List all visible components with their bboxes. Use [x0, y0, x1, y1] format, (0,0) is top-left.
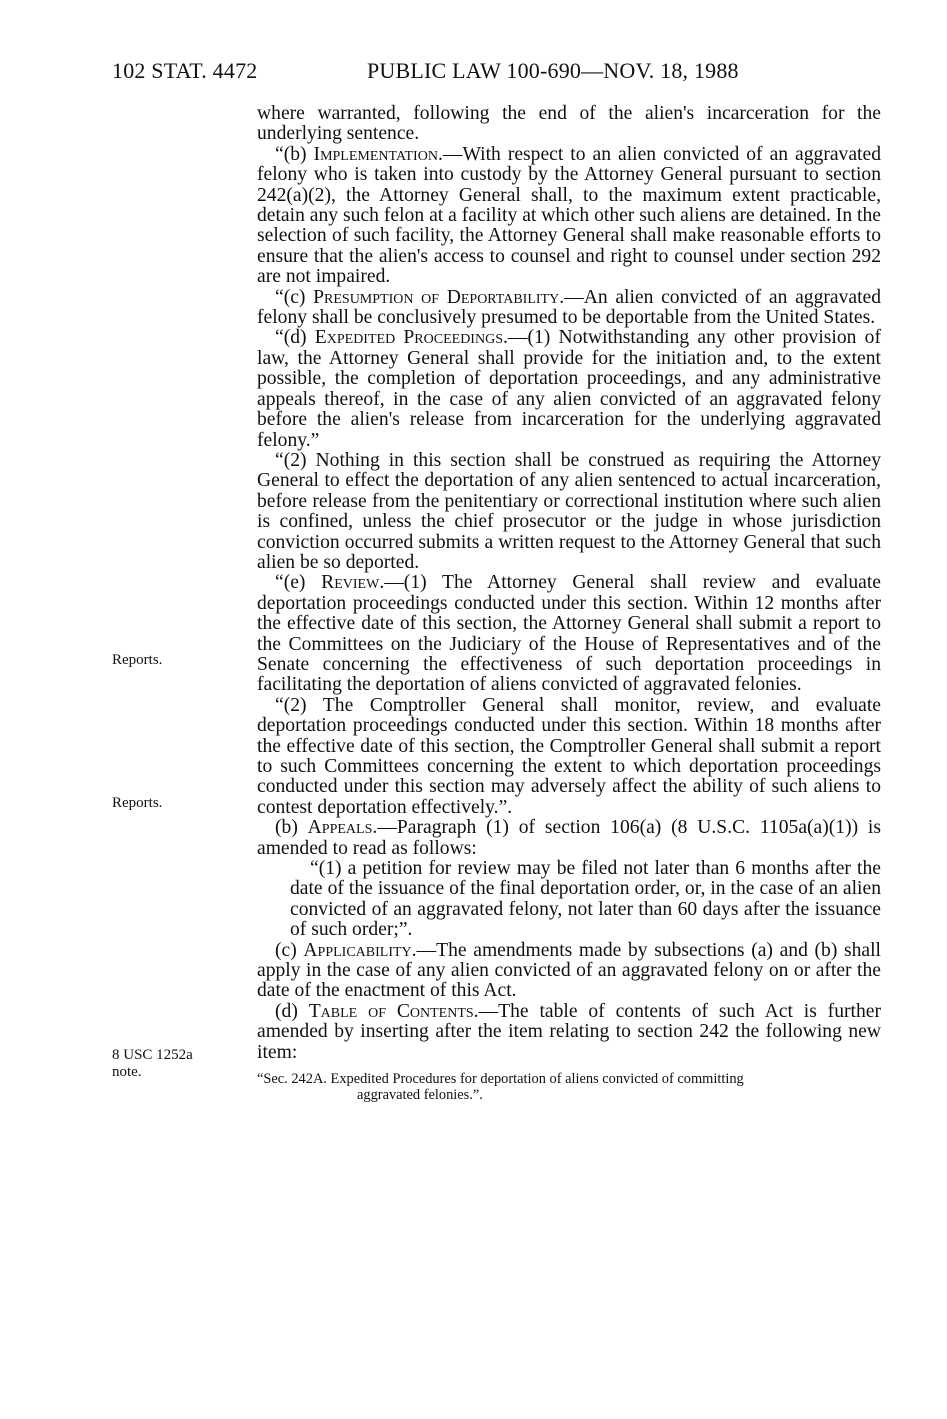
para-open: (b) — [275, 817, 308, 839]
section-heading: Implementation — [313, 143, 438, 165]
para-text: .—The table of contents of such Act is further amended by inserting after the item relating to section 242 the following new item: — [257, 1000, 881, 1063]
paragraph-applicability — [257, 941, 881, 1002]
margin-note-usc — [112, 1047, 232, 1081]
para-text: .—(1) The Attorney General shall review and evaluate deportation proceedings conducted under this section. Within 12 months after the effective date of this section, the Attorney General shall submit a report to the Committees on the Judiciary of the House of Representatives and of the Senate concerning the effectiveness of such deportation proceedings in facilitating the deportation of aliens convicted of aggravated felonies. — [257, 572, 882, 696]
paragraph: “(2) Nothing in this section shall be construed as requiring the Attorney General to effect the deportation of any alien sentenced to actual incarceration, before release from the penitentiary or correctional institution where such alien is confined, unless the chief prosecutor or the judge in whose jurisdiction conviction occurred submits a written request to the Attorney General that such alien be so deported. — [257, 449, 881, 573]
page-header — [112, 58, 887, 88]
section-heading: Review — [321, 572, 380, 594]
para-open: (c) — [275, 939, 304, 961]
toc-line: “Sec. 242A. Expedited Procedures for deportation of aliens convicted of committing — [257, 1071, 744, 1088]
para-open: “(b) — [275, 143, 314, 165]
paragraph-table-of-contents — [257, 1002, 881, 1063]
body-text — [257, 104, 881, 1103]
para-text: .—An alien convicted of an aggravated felony shall be conclusively presumed to be deportable from the United States. — [257, 286, 882, 329]
section-heading: Table of Contents — [308, 1000, 474, 1022]
para-text: .—(1) Notwithstanding any other provision of law, the Attorney General shall provide for the initiation and, to the extent possible, the completion of deportation proceedings, and any administrative appeals thereof, in the case of any alien convicted of an aggravated felony before the alien's release from incarceration for the underlying aggravated felony.” — [257, 327, 881, 451]
para-text: .—The amendments made by subsections (a) and (b) shall apply in the case of any alien convicted of an aggravated felony on or after the date of the enactment of this Act. — [257, 939, 881, 1002]
para-text: .—With respect to an alien convicted of an aggravated felony who is taken into custody by the Attorney General pursuant to section 242(a)(2), the Attorney General shall, to the maximum extent practicable, detain any such felon at a facility at which other such aliens are detained. In the selection of such facility, the Attorney General shall make reasonable efforts to ensure that the alien's access to counsel and right to counsel under section 292 are not impaired. — [257, 143, 881, 288]
margin-note-reports-2: Reports. — [112, 795, 163, 811]
usc-citation: 8 USC 1252a — [112, 1047, 193, 1063]
para-open: “(c) — [275, 286, 314, 308]
paragraph-appeals — [257, 818, 881, 859]
stat-citation: 102 STAT. 4472 — [112, 58, 258, 83]
paragraph-presumption — [257, 288, 881, 329]
para-text: .—Paragraph (1) of section 106(a) (8 U.S.C. 1105a(a)(1)) is amended to read as follows: — [257, 817, 882, 859]
section-heading: Presumption of Deportability — [313, 286, 560, 308]
toc-line-continuation: aggravated felonies.”. — [357, 1087, 483, 1104]
usc-note: note. — [112, 1064, 142, 1080]
margin-note-reports-1: Reports. — [112, 652, 163, 668]
para-open: (d) — [275, 1000, 309, 1022]
para-open: “(e) — [275, 572, 322, 594]
law-title: PUBLIC LAW 100-690—NOV. 18, 1988 — [367, 58, 739, 83]
section-heading: Appeals — [307, 817, 373, 839]
para-open: “(d) — [275, 327, 315, 349]
paragraph: “(2) The Comptroller General shall monitor, review, and evaluate deportation proceedings conducted under this section. Within 18 months after the effective date of this section, the Comptroller General shall submit a report to such Committees concerning the extent to which deportation proceedings conducted under this section may adversely affect the ability of such aliens to contest deportation effectively.”. — [257, 694, 881, 818]
toc-item — [257, 1071, 881, 1103]
paragraph: where warranted, following the end of the alien's incarceration for the underlying sentence. — [257, 103, 881, 145]
section-heading: Expedited Proceedings — [314, 327, 503, 349]
quoted-paragraph: “(1) a petition for review may be filed not later than 6 months after the date of the issuance of the final deportation order, or, in the case of an alien convicted of an aggravated felony, not later than 60 days after the issuance of such order;”. — [290, 858, 881, 941]
paragraph-expedited — [257, 328, 881, 450]
paragraph-implementation — [257, 145, 881, 288]
paragraph-review — [257, 573, 881, 695]
section-heading: Applicability — [303, 939, 412, 961]
